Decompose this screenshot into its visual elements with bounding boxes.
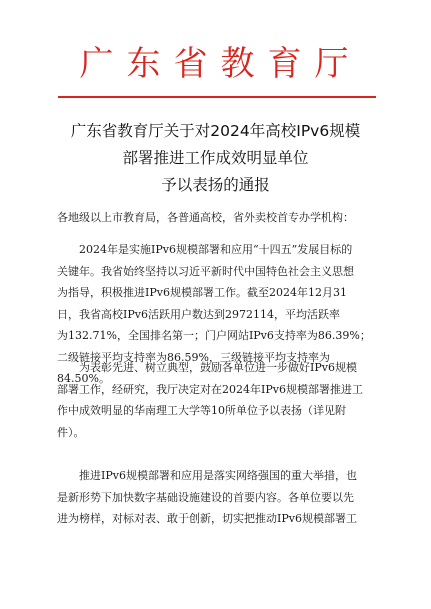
paragraph-line: 推进IPv6规模部署和应用是落实网络强国的重大举措，也 [79,469,357,482]
paragraph-line: 部署工作，经研究，我厅决定对在2024年IPv6规模部署推进工 [57,382,363,396]
title-line-2: 部署推进工作成效明显单位 [122,149,309,167]
paragraph-line: 2024年是实施IPv6规模部署和应用“十四五”发展目标的 [79,243,353,256]
paragraph-line: 为132.71%，全国排名第一；门户网站IPv6支持率为86.39%； [57,329,371,342]
paragraph-line: 为指导，积极推进IPv6规模部署工作。截至2024年12月31 [57,286,347,299]
paragraph-line: 二级链接平均支持率为86.59%，三级链接平均支持率为 [57,350,330,364]
paragraph-line: 是新形势下加快数字基础设施建设的首要内容。各单位要以先 [57,490,354,504]
red-divider [58,96,376,98]
paragraph-line: 进为榜样，对标对表、敢于创新，切实把推动IPv6规模部署工 [57,512,357,525]
document-title [40,118,391,199]
paragraph-line: 件）。 [57,425,85,439]
masthead-title: 广东省教育厅 [79,44,362,84]
title-line-1: 广东省教育厅关于对2024年高校IPv6规模 [70,122,361,140]
paragraph-2 [57,357,387,443]
paragraph-line: 作中成效明显的华南理工大学等10所单位予以表扬（详见附 [57,404,346,417]
paragraph-3 [57,465,387,530]
paragraph-line: 84.50%。 [57,372,110,385]
paragraph-line: 日，我省高校IPv6活跃用户数达到2972114，平均活跃率 [57,307,340,321]
paragraph-line: 为表彰先进、树立典型，鼓励各单位进一步做好IPv6规模 [79,361,357,374]
paragraph-line: 关键年。我省始终坚持以习近平新时代中国特色社会主义思想 [57,264,354,278]
addressee-line: 各地级以上市教育局，各普通高校，省外卖校首专办学机构： [57,211,354,224]
title-line-3: 予以表扬的通报 [161,176,270,194]
